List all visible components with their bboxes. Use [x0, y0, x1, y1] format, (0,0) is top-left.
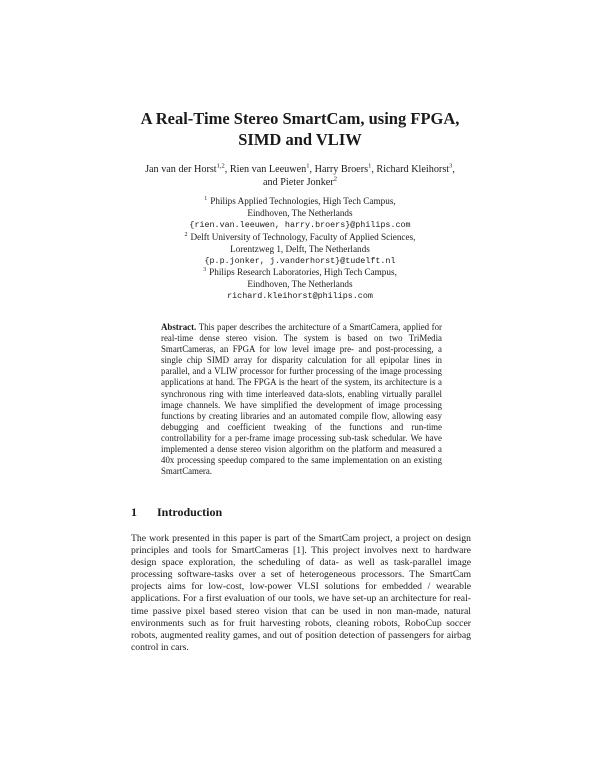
affiliation-email: richard.kleihorst@philips.com [227, 291, 373, 302]
affiliation-list [120, 196, 480, 303]
affiliation-text: Eindhoven, The Netherlands [247, 279, 353, 290]
affiliation-text: Lorentzweg 1, Delft, The Netherlands [230, 243, 370, 254]
abstract [161, 322, 442, 477]
author-name: Richard Kleihorst [376, 164, 450, 175]
author-name: Rien van Leeuwen [229, 164, 307, 175]
affiliation-text: Philips Research Laboratories, High Tech Campus, [209, 267, 397, 278]
author-affiliation-mark: 1 [306, 162, 310, 170]
author-affiliation-mark: 1 [368, 162, 372, 170]
affiliation-text: Delft University of Technology, Faculty of Applied Sciences, [190, 231, 416, 242]
affiliation-mark: 3 [203, 267, 207, 274]
section-number: 1 [131, 505, 137, 519]
affiliation-text: Philips Applied Technologies, High Tech Campus, [210, 196, 396, 206]
author-list: Jan van der Horst$^{1,2}$, Rien van Leeuwen$^1$, Harry Broers$^1$, Richard Kleihorst$^3$, and Pieter Jonker$^2$ [145, 162, 455, 188]
abstract-label: Abstract. [161, 322, 197, 332]
author-affiliation-mark: 3 [449, 162, 453, 170]
title-line-2: SIMD and VLIW [238, 130, 362, 149]
affiliation-mark: 1 [204, 195, 208, 202]
introduction-paragraph: The work presented in this paper is part of the SmartCam project, a project on design principles and tools for SmartCameras [1]. This project involves next to hardware design space exploration, the scheduling of data- as well as task-parallel image processing software-tasks over a set of heterogeneous processors. The SmartCam projects aims for low-cost, low-power VLSI solutions for embedded / wearable applications. For a first evaluation of our tools, we have set-up an architecture for real-time passive pixel based stereo vision that can be used in non man-made, natural environments such as for fruit harvesting robots, cleaning robots, RoboCup soccer robots, augmented reality games, and out of position detection of passengers for airbag control in cars. [131, 533, 471, 653]
section-heading [131, 505, 222, 520]
affiliation-email: {rien.van.leeuwen, harry.broers}@philips.com [189, 219, 411, 230]
affiliation-line [120, 267, 480, 279]
abstract-text: This paper describes the architecture of a SmartCamera, applied for real-time dense stereo vision. The system is based on two TriMedia SmartCameras, an FPGA for low level image pre- and post-processing, a single chip SIMD array for disparity calculation for all epipolar lines in parallel, and a VLIW processor for further processing of the image processing applications at hand. The FPGA is the heart of the system, its architecture is a synchronous ring with time interleaved data-slots, enabling virtually parallel image channels. We have simplified the development of image processing functions by creating libraries and an automated compile flow, allowing easy debugging and coefficient tweaking of the functions and run-time controllability for a per-frame image processing sub-task schedular. We have implemented a dense stereo vision algorithm on the platform and measured a 40x processing speedup compared to the same implementation on an existing SmartCamera. [161, 322, 443, 477]
author-affiliation-mark: 1,2 [216, 162, 225, 170]
affiliation-email: {p.p.jonker, j.vanderhorst}@tudelft.nl [204, 255, 396, 266]
author-name: Harry Broers [314, 164, 369, 175]
affiliation-mark: 2 [184, 231, 188, 238]
affiliation-text: Eindhoven, The Netherlands [247, 207, 353, 218]
paper-title [90, 108, 510, 150]
section-title: Introduction [157, 505, 223, 519]
affiliation-line [120, 232, 480, 244]
title-line-1: A Real-Time Stereo SmartCam, using FPGA, [140, 109, 460, 128]
author-name: and Pieter Jonker [263, 177, 334, 188]
affiliation-line [120, 196, 480, 208]
author-affiliation-mark: 2 [333, 175, 337, 183]
author-name: Jan van der Horst [145, 164, 217, 175]
